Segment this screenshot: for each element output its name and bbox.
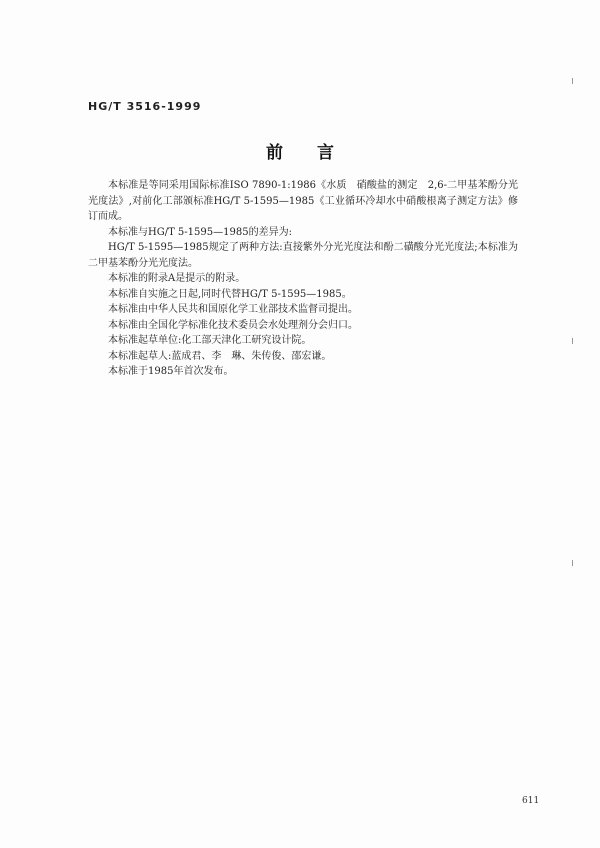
paragraph-adoption: 本标准是等同采用国际标准ISO 7890-1:1986《水质 硝酸盐的测定 2,6-二甲基苯酚分光光度法》,对前化工部颁标准HG/T 5-1595—1985《工业循环冷却水中硝酸根离子测定方法》修订而成。 <box>88 180 518 222</box>
paragraph-proposer: 本标准由中华人民共和国原化学工业部技术监督司提出。 <box>108 304 358 315</box>
scan-edge-mark <box>572 78 573 84</box>
page-number: 611 <box>522 796 540 806</box>
paragraph-first-issue: 本标准于1985年首次发布。 <box>108 366 234 377</box>
paragraph-drafters: 本标准起草人:蓝成君、李 琳、朱传俊、邵宏谦。 <box>108 350 332 362</box>
scan-edge-mark <box>572 560 573 566</box>
paragraph-appendix: 本标准的附录A是提示的附录。 <box>108 273 246 284</box>
paragraph-differences-detail: HG/T 5-1595—1985规定了两种方法:直接紫外分光光度法和酚二磺酸分光光度法;本标准为二甲基苯酚分光光度法。 <box>88 242 518 269</box>
scan-edge-mark <box>572 338 573 344</box>
paragraph-differences-intro: 本标准与HG/T 5-1595—1985的差异为: <box>108 226 292 238</box>
foreword-body <box>88 178 518 380</box>
standard-code: HG/T 3516-1999 <box>88 100 202 113</box>
paragraph-replacement: 本标准自实施之日起,同时代替HG/T 5-1595—1985。 <box>108 288 352 300</box>
paragraph-committee: 本标准由全国化学标准化技术委员会水处理剂分会归口。 <box>108 319 358 331</box>
paragraph-drafting-unit: 本标准起草单位:化工部天津化工研究设计院。 <box>108 335 312 346</box>
page-title: 前言 <box>266 143 368 163</box>
